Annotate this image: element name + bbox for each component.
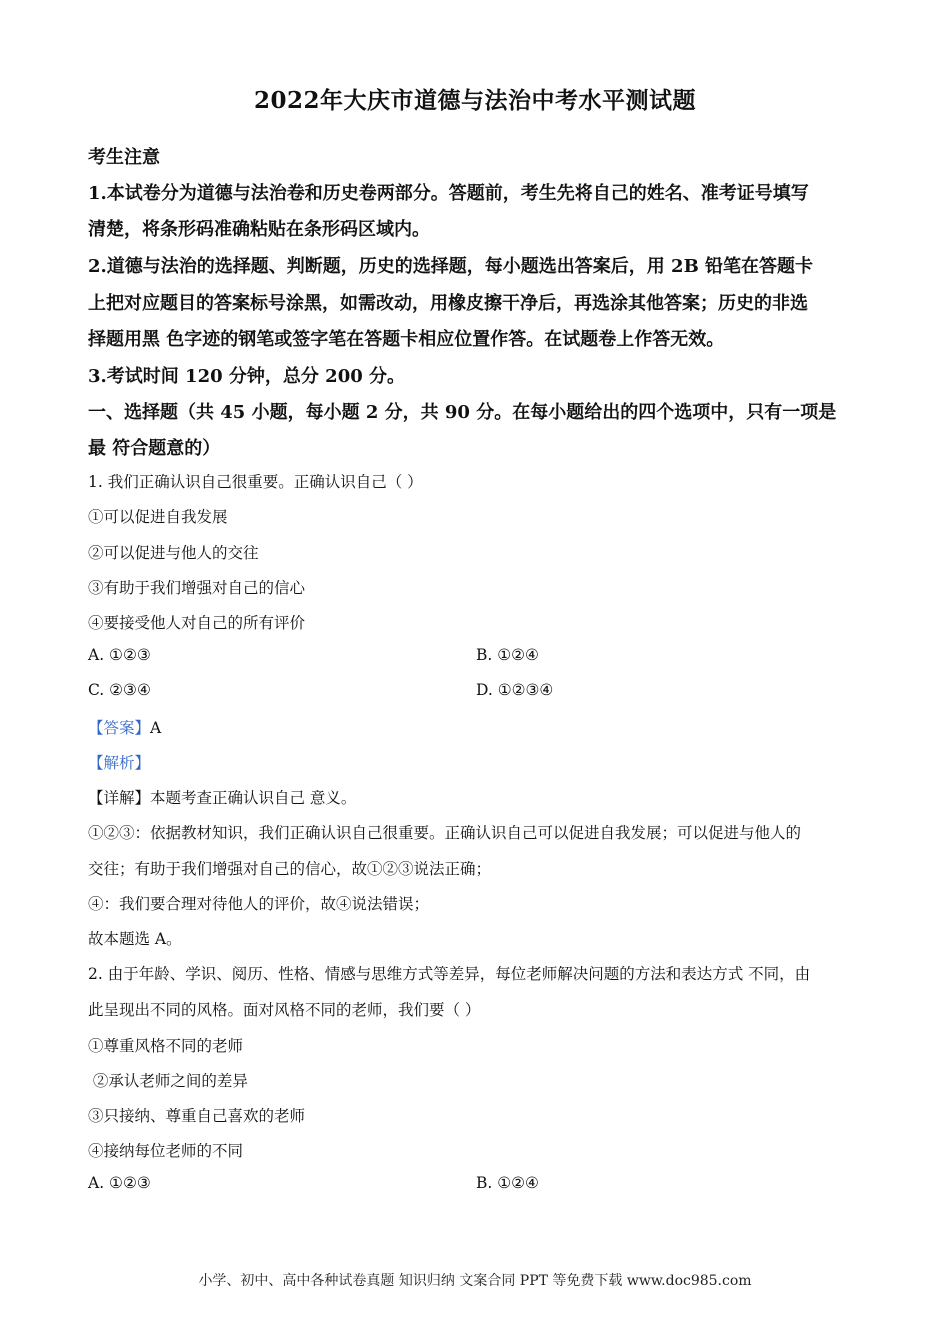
q1-option-d: D. ①②③④ xyxy=(476,681,554,699)
notice-heading: 考生注意 xyxy=(88,147,160,168)
q2-stem-1: 2. 由于年龄、学识、阅历、性格、情感与思维方式等差异，每位老师解决问题的方法和表达方式 不同，由 xyxy=(88,965,811,983)
q2-item-4: ④接纳每位老师的不同 xyxy=(88,1142,244,1160)
notice-line-1: 1.本试卷分为道德与法治卷和历史卷两部分。答题前，考生先将自己的姓名、准考证号填写 xyxy=(88,183,809,204)
q2-stem-2: 此呈现出不同的风格。面对风格不同的老师，我们要（ ） xyxy=(88,1001,481,1019)
section-heading-line-1: 一、选择题（共 45 小题，每小题 2 分，共 90 分。在每小题给出的四个选项中，只有一项是 xyxy=(88,402,837,423)
q2-item-1: ①尊重风格不同的老师 xyxy=(88,1037,244,1055)
section-heading-line-2: 最 符合题意的） xyxy=(88,438,221,459)
answer-tag: 【答案】 xyxy=(88,719,151,737)
q2-option-b: B. ①②④ xyxy=(476,1174,539,1192)
q1-item-4: ④要接受他人对自己的所有评价 xyxy=(88,614,306,632)
q1-explain-2: 交往；有助于我们增强对自己的信心，故①②③说法正确； xyxy=(88,860,492,878)
page-footer: 小学、初中、高中各种试卷真题 知识归纳 文案合同 PPT 等免费下载 www.doc985.com xyxy=(198,1273,752,1289)
q2-item-2: ②承认老师之间的差异 xyxy=(88,1072,248,1090)
q1-explain-4: 故本题选 A。 xyxy=(88,930,182,948)
notice-line-2: 清楚，将条形码准确粘贴在条形码区域内。 xyxy=(88,219,430,240)
notice-line-5: 择题用黑 色字迹的钢笔或签字笔在答题卡相应位置作答。在试题卷上作答无效。 xyxy=(88,329,725,350)
q1-stem: 1. 我们正确认识自己很重要。正确认识自己（ ） xyxy=(88,473,423,491)
q2-item-3: ③只接纳、尊重自己喜欢的老师 xyxy=(88,1107,306,1125)
answer-value: A xyxy=(150,719,162,737)
analysis-tag: 【解析】 xyxy=(88,754,151,772)
q1-option-c: C. ②③④ xyxy=(88,681,151,699)
q1-option-a: A. ①②③ xyxy=(88,646,151,664)
notice-line-6: 3.考试时间 120 分钟，总分 200 分。 xyxy=(88,366,406,387)
q1-item-1: ①可以促进自我发展 xyxy=(88,508,228,526)
q1-detail: 【详解】本题考查正确认识自己 意义。 xyxy=(88,789,357,807)
page-title: 2022年大庆市道德与法治中考水平测试题 xyxy=(253,87,696,114)
q1-item-3: ③有助于我们增强对自己的信心 xyxy=(88,579,306,597)
notice-line-3: 2.道德与法治的选择题、判断题，历史的选择题，每小题选出答案后，用 2B 铅笔在答题卡 xyxy=(88,256,814,277)
q1-explain-3: ④：我们要合理对待他人的评价，故④说法错误； xyxy=(88,895,430,913)
q1-option-b: B. ①②④ xyxy=(476,646,539,664)
q2-option-a: A. ①②③ xyxy=(88,1174,151,1192)
q1-explain-1: ①②③：依据教材知识，我们正确认识自己很重要。正确认识自己可以促进自我发展；可以促进与他人的 xyxy=(88,824,802,842)
q1-answer xyxy=(88,716,161,738)
q1-item-2: ②可以促进与他人的交往 xyxy=(88,544,259,562)
notice-line-4: 上把对应题目的答案标号涂黑，如需改动，用橡皮擦干净后，再选涂其他答案；历史的非选 xyxy=(88,293,808,314)
